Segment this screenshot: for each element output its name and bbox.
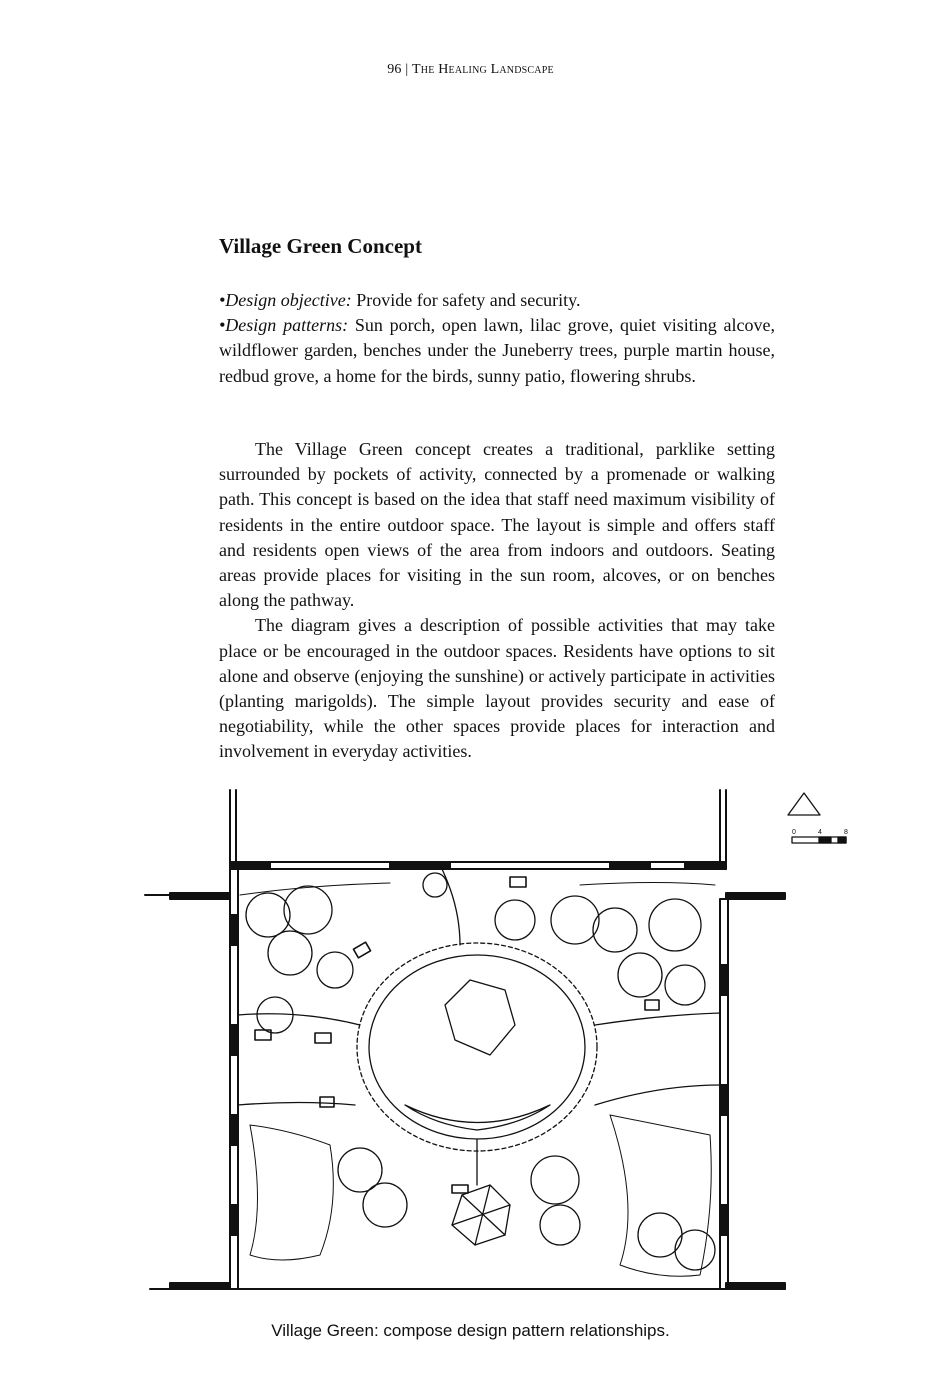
section-title: Village Green Concept [219, 234, 422, 258]
bullet-text: Sun porch, open lawn, lilac grove, quiet visiting alcove, wildflower garden, benches under the Juneberry trees, purple martin house, redbud grove, a home for the birds, sunny patio, flowering shrubs. [219, 315, 776, 386]
north-arrow-icon [788, 793, 820, 815]
header-separator: | [405, 62, 409, 77]
scale-label: 4 [818, 829, 822, 836]
scale-label: 0 [792, 829, 796, 836]
running-title: The Healing Landscape [412, 62, 554, 77]
planting-beds [240, 883, 715, 1277]
bullet-objective [219, 288, 775, 313]
bullet-patterns [219, 313, 775, 389]
central-lawn [357, 943, 597, 1151]
trees [246, 873, 715, 1270]
paragraph: The Village Green concept creates a traditional, parklike setting surrounded by pockets of activity, connected by a promenade or walking path. This concept is based on the idea that staff need maximum visibility of residents in the entire outdoor space. The layout is simple and offers staff and residents open views of the area from indoors and outdoors. Seating areas provide places for visiting in the sun room, alcoves, or on benches along the pathway. [219, 439, 775, 611]
figure-caption: Village Green: compose design pattern relationships. [271, 1321, 670, 1340]
page-number: 96 [387, 62, 402, 77]
bullet-label: •Design patterns: [219, 315, 349, 336]
walking-paths [238, 865, 720, 1185]
scale-label: 8 [844, 829, 848, 836]
gazebo [452, 1185, 510, 1245]
running-header [0, 62, 941, 78]
building-walls [145, 790, 785, 1289]
site-plan-drawing [140, 785, 860, 1305]
bullet-text: Provide for safety and security. [356, 290, 581, 310]
design-bullets [219, 288, 775, 389]
bullet-label: •Design objective: [219, 290, 352, 310]
paragraph: The diagram gives a description of possible activities that may take place or be encouraged in the outdoor spaces. Residents have options to sit alone and observe (enjoying the sunshine) or actively participate in activities (planting marigolds). The simple layout provides security and ease of negotiability, while the other spaces provide places for interaction and involvement in everyday activities. [219, 615, 775, 762]
body-paragraphs [219, 437, 775, 765]
scale-bar [792, 829, 848, 843]
site-plan-figure [140, 785, 860, 1305]
